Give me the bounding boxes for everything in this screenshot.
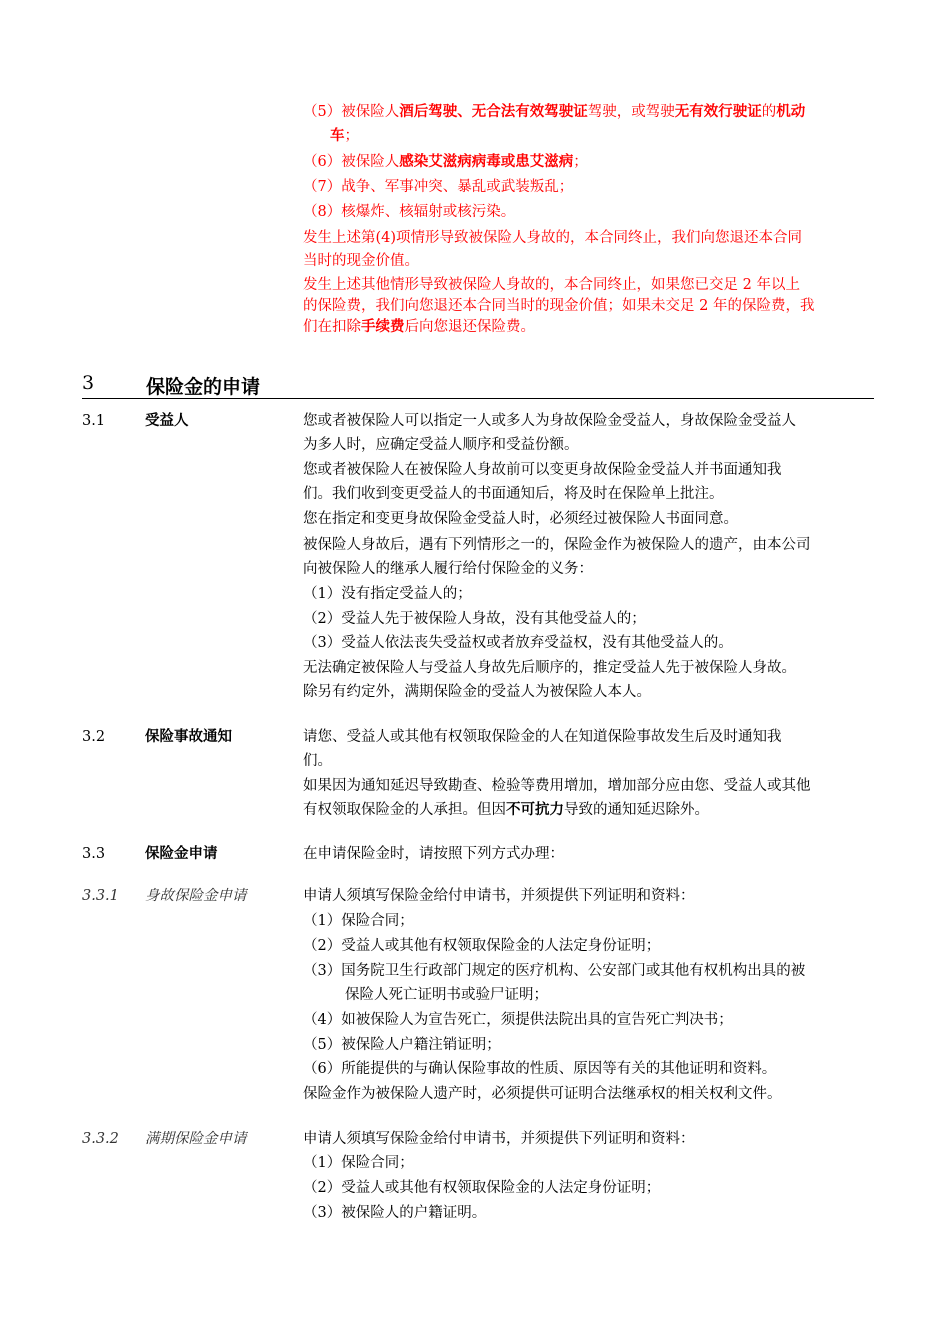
- list-item: （2）受益人先于被保险人身故，没有其他受益人的；: [303, 611, 646, 627]
- subsection-title: 保险事故通知: [145, 728, 232, 745]
- paragraph-line: 申请人须填写保险金给付申请书，并须提供下列证明和资料：: [303, 888, 695, 904]
- exclusion-item-5: [303, 102, 805, 122]
- subsection-number: 3.3: [82, 846, 106, 862]
- paragraph-line: 您在指定和变更身故保险金受益人时，必须经过被保险人书面同意。: [303, 511, 738, 527]
- bold-term: 手续费: [361, 318, 405, 335]
- text: 导致的通知延迟除外。: [564, 802, 709, 818]
- list-item: （5）被保险人户籍注销证明；: [303, 1037, 501, 1053]
- paragraph-line: 为多人时，应确定受益人顺序和受益份额。: [303, 437, 579, 453]
- exclusion-para1-line1: 发生上述第(4)项情形导致被保险人身故的，本合同终止，我们向您退还本合同: [303, 230, 803, 246]
- exclusion-para2-line1: 发生上述其他情形导致被保险人身故的，本合同终止，如果您已交足 2 年以上: [303, 277, 800, 293]
- text: （5）被保险人: [303, 104, 400, 120]
- paragraph-line: 们。: [303, 753, 332, 769]
- paragraph-line: 们。我们收到变更受益人的书面通知后，将及时在保险单上批注。: [303, 486, 724, 502]
- bold-term: 不可抗力: [506, 801, 564, 818]
- paragraph-line: 您或者被保险人可以指定一人或多人为身故保险金受益人，身故保险金受益人: [303, 413, 796, 429]
- text: 后向您退还保险费。: [404, 319, 535, 335]
- section-number: 3: [82, 372, 95, 394]
- text: 的: [761, 104, 777, 120]
- paragraph-line: 在申请保险金时，请按照下列方式办理：: [303, 846, 564, 862]
- list-item: （1）保险合同；: [303, 913, 414, 929]
- text: 驾驶，或驾驶: [587, 104, 675, 120]
- paragraph-line: 向被保险人的继承人履行给付保险金的义务：: [303, 561, 593, 577]
- subsection-title: 身故保险金申请: [145, 888, 247, 904]
- list-item: （3）国务院卫生行政部门规定的医疗机构、公安部门或其他有权机构出具的被: [303, 963, 806, 979]
- paragraph-line: 您或者被保险人在被保险人身故前可以变更身故保险金受益人并书面通知我: [303, 462, 782, 478]
- paragraph-line: 除另有约定外，满期保险金的受益人为被保险人本人。: [303, 684, 651, 700]
- subsection-title: 保险金申请: [145, 845, 218, 862]
- subsection-number: 3.3.2: [82, 1131, 119, 1147]
- paragraph-line: 如果因为通知延迟导致勘查、检验等费用增加，增加部分应由您、受益人或其他: [303, 778, 811, 794]
- bold-term: 感染艾滋病病毒或患艾滋病: [399, 153, 574, 170]
- section-heading: [82, 372, 874, 399]
- section-title: 保险金的申请: [146, 376, 261, 398]
- list-item: （3）受益人依法丧失受益权或者放弃受益权，没有其他受益人的。: [303, 635, 733, 651]
- list-item-cont: 保险人死亡证明书或验尸证明；: [345, 987, 548, 1003]
- text: ；: [573, 154, 588, 170]
- list-item: （6）所能提供的与确认保险事故的性质、原因等有关的其他证明和资料。: [303, 1061, 777, 1077]
- exclusion-para2-line3: [303, 317, 535, 337]
- exclusion-item-8: （8）核爆炸、核辐射或核污染。: [303, 204, 516, 220]
- text: 们在扣除: [303, 319, 361, 335]
- subsection-number: 3.2: [82, 729, 106, 745]
- subsection-title: 满期保险金申请: [145, 1131, 247, 1147]
- paragraph-line: 无法确定被保险人与受益人身故先后顺序的，推定受益人先于被保险人身故。: [303, 660, 796, 676]
- paragraph-line: 申请人须填写保险金给付申请书，并须提供下列证明和资料：: [303, 1131, 695, 1147]
- bold-term: 机动: [776, 103, 806, 120]
- paragraph-line: [303, 800, 709, 820]
- exclusion-item-7: （7）战争、军事冲突、暴乱或武装叛乱；: [303, 179, 574, 195]
- bold-term: 车: [330, 127, 345, 144]
- list-item: （1）保险合同；: [303, 1155, 414, 1171]
- bold-term: 酒后驾驶、无合法有效驾驶证: [399, 103, 588, 120]
- paragraph-line: 保险金作为被保险人遗产时，必须提供可证明合法继承权的相关权利文件。: [303, 1086, 782, 1102]
- text: ；: [344, 128, 359, 144]
- exclusion-item-6: [303, 152, 588, 172]
- exclusion-para2-line2: 的保险费，我们向您退还本合同当时的现金价值；如果未交足 2 年的保险费，我: [303, 298, 815, 314]
- list-item: （3）被保险人的户籍证明。: [303, 1205, 487, 1221]
- subsection-title: 受益人: [145, 412, 189, 429]
- paragraph-line: 请您、受益人或其他有权领取保险金的人在知道保险事故发生后及时通知我: [303, 729, 782, 745]
- list-item: （2）受益人或其他有权领取保险金的人法定身份证明；: [303, 938, 661, 954]
- text: 有权领取保险金的人承担。但因: [303, 802, 506, 818]
- exclusion-item-5-cont: [330, 126, 359, 146]
- paragraph-line: 被保险人身故后，遇有下列情形之一的，保险金作为被保险人的遗产，由本公司: [303, 537, 811, 553]
- exclusion-para1-line2: 当时的现金价值。: [303, 253, 419, 269]
- subsection-number: 3.3.1: [82, 888, 119, 904]
- bold-term: 无有效行驶证: [674, 103, 762, 120]
- list-item: （1）没有指定受益人的；: [303, 586, 472, 602]
- text: （6）被保险人: [303, 154, 400, 170]
- subsection-number: 3.1: [82, 413, 106, 429]
- list-item: （4）如被保险人为宣告死亡，须提供法院出具的宣告死亡判决书；: [303, 1012, 733, 1028]
- list-item: （2）受益人或其他有权领取保险金的人法定身份证明；: [303, 1180, 661, 1196]
